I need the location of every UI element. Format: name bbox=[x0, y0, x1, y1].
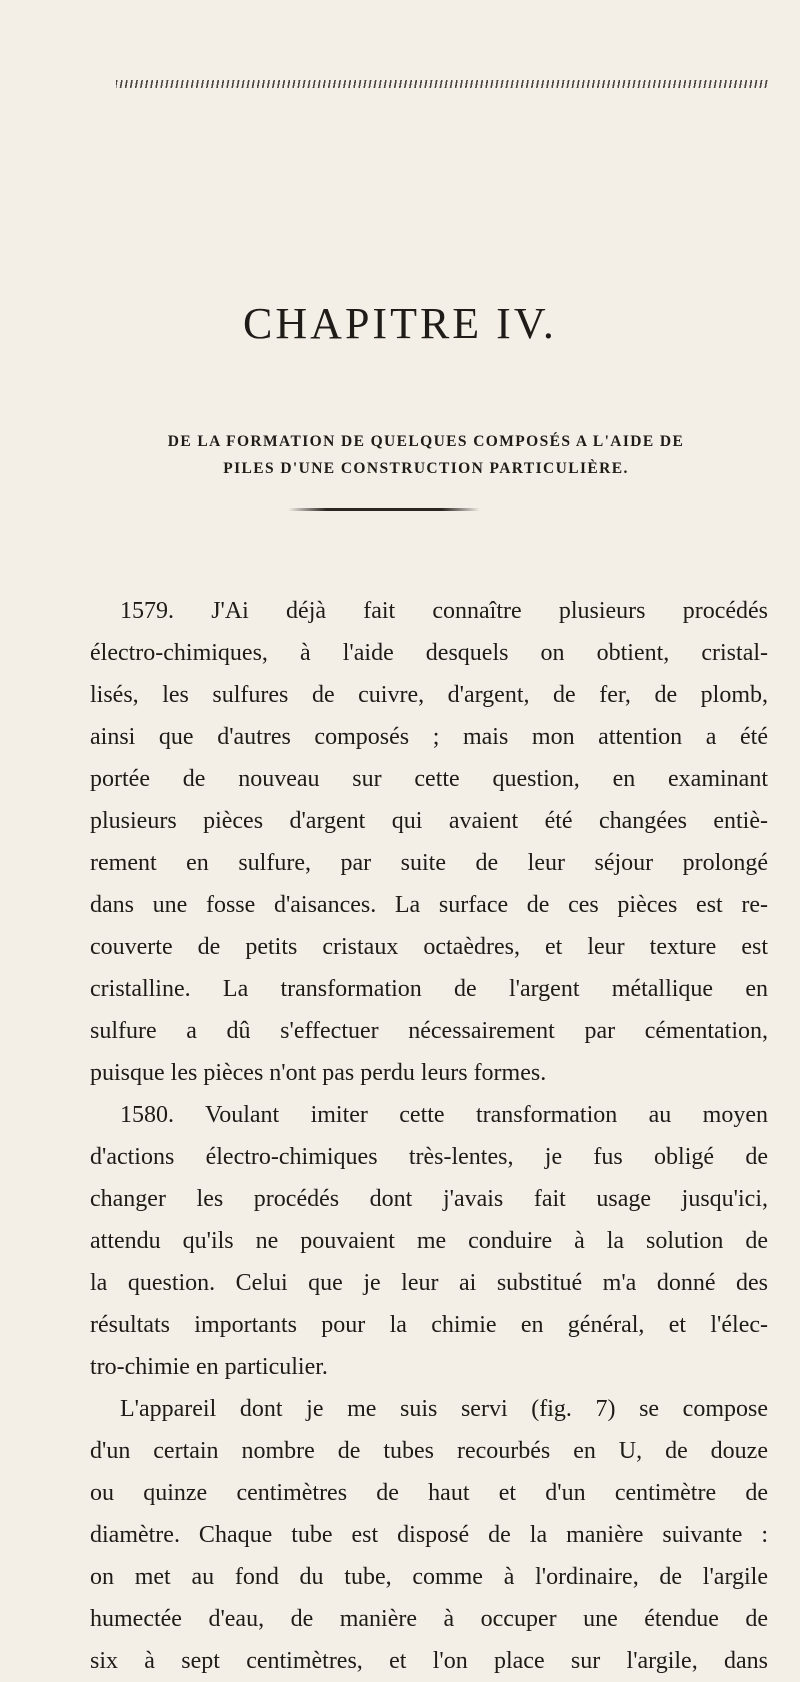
text-line: sulfure a dû s'effectuer nécessairement par cémentation, bbox=[90, 1018, 768, 1044]
text-line: 1580. Voulant imiter cette transformation au moyen bbox=[120, 1102, 768, 1128]
body-text bbox=[90, 590, 768, 1682]
text-line: changer les procédés dont j'avais fait usage jusqu'ici, bbox=[90, 1186, 768, 1212]
text-line: la question. Celui que je leur ai substitué m'a donné des bbox=[90, 1270, 768, 1296]
text-line: on met au fond du tube, comme à l'ordinaire, de l'argile bbox=[90, 1564, 768, 1590]
text-line: couverte de petits cristaux octaèdres, et leur texture est bbox=[90, 934, 768, 960]
text-line: électro-chimiques, à l'aide desquels on obtient, cristal- bbox=[90, 640, 768, 666]
text-line: rement en sulfure, par suite de leur séjour prolongé bbox=[90, 850, 768, 876]
text-line: 1579. J'Ai déjà fait connaître plusieurs procédés bbox=[120, 598, 768, 624]
text-line: d'un certain nombre de tubes recourbés en U, de douze bbox=[90, 1438, 768, 1464]
text-line: attendu qu'ils ne pouvaient me conduire à la solution de bbox=[90, 1228, 768, 1254]
text-line: six à sept centimètres, et l'on place sur l'argile, dans bbox=[90, 1648, 768, 1674]
text-line: ou quinze centimètres de haut et d'un centimètre de bbox=[90, 1480, 768, 1506]
ornamental-rule bbox=[116, 80, 768, 88]
text-line: d'actions électro-chimiques très-lentes, je fus obligé de bbox=[90, 1144, 768, 1170]
text-line: puisque les pièces n'ont pas perdu leurs formes. bbox=[90, 1060, 547, 1086]
subtitle-line: PILES D'UNE CONSTRUCTION PARTICULIÈRE. bbox=[223, 460, 629, 477]
chapter-subtitle bbox=[96, 428, 756, 482]
text-line: tro-chimie en particulier. bbox=[90, 1354, 328, 1380]
section-divider bbox=[288, 508, 480, 511]
text-line: humectée d'eau, de manière à occuper une étendue de bbox=[90, 1606, 768, 1632]
text-line: dans une fosse d'aisances. La surface de ces pièces est re- bbox=[90, 892, 768, 918]
text-line: cristalline. La transformation de l'argent métallique en bbox=[90, 976, 768, 1002]
text-line: portée de nouveau sur cette question, en examinant bbox=[90, 766, 768, 792]
text-line: diamètre. Chaque tube est disposé de la manière suivante : bbox=[90, 1522, 768, 1548]
chapter-title: CHAPITRE IV. bbox=[243, 299, 557, 348]
text-line: résultats importants pour la chimie en général, et l'élec- bbox=[90, 1312, 768, 1338]
text-line: plusieurs pièces d'argent qui avaient été changées entiè- bbox=[90, 808, 768, 834]
text-line: ainsi que d'autres composés ; mais mon attention a été bbox=[90, 724, 768, 750]
text-line: L'appareil dont je me suis servi (fig. 7) se compose bbox=[120, 1396, 768, 1422]
text-line: lisés, les sulfures de cuivre, d'argent, de fer, de plomb, bbox=[90, 682, 768, 708]
subtitle-line: DE LA FORMATION DE QUELQUES COMPOSÉS A L'AIDE DE bbox=[167, 433, 685, 450]
